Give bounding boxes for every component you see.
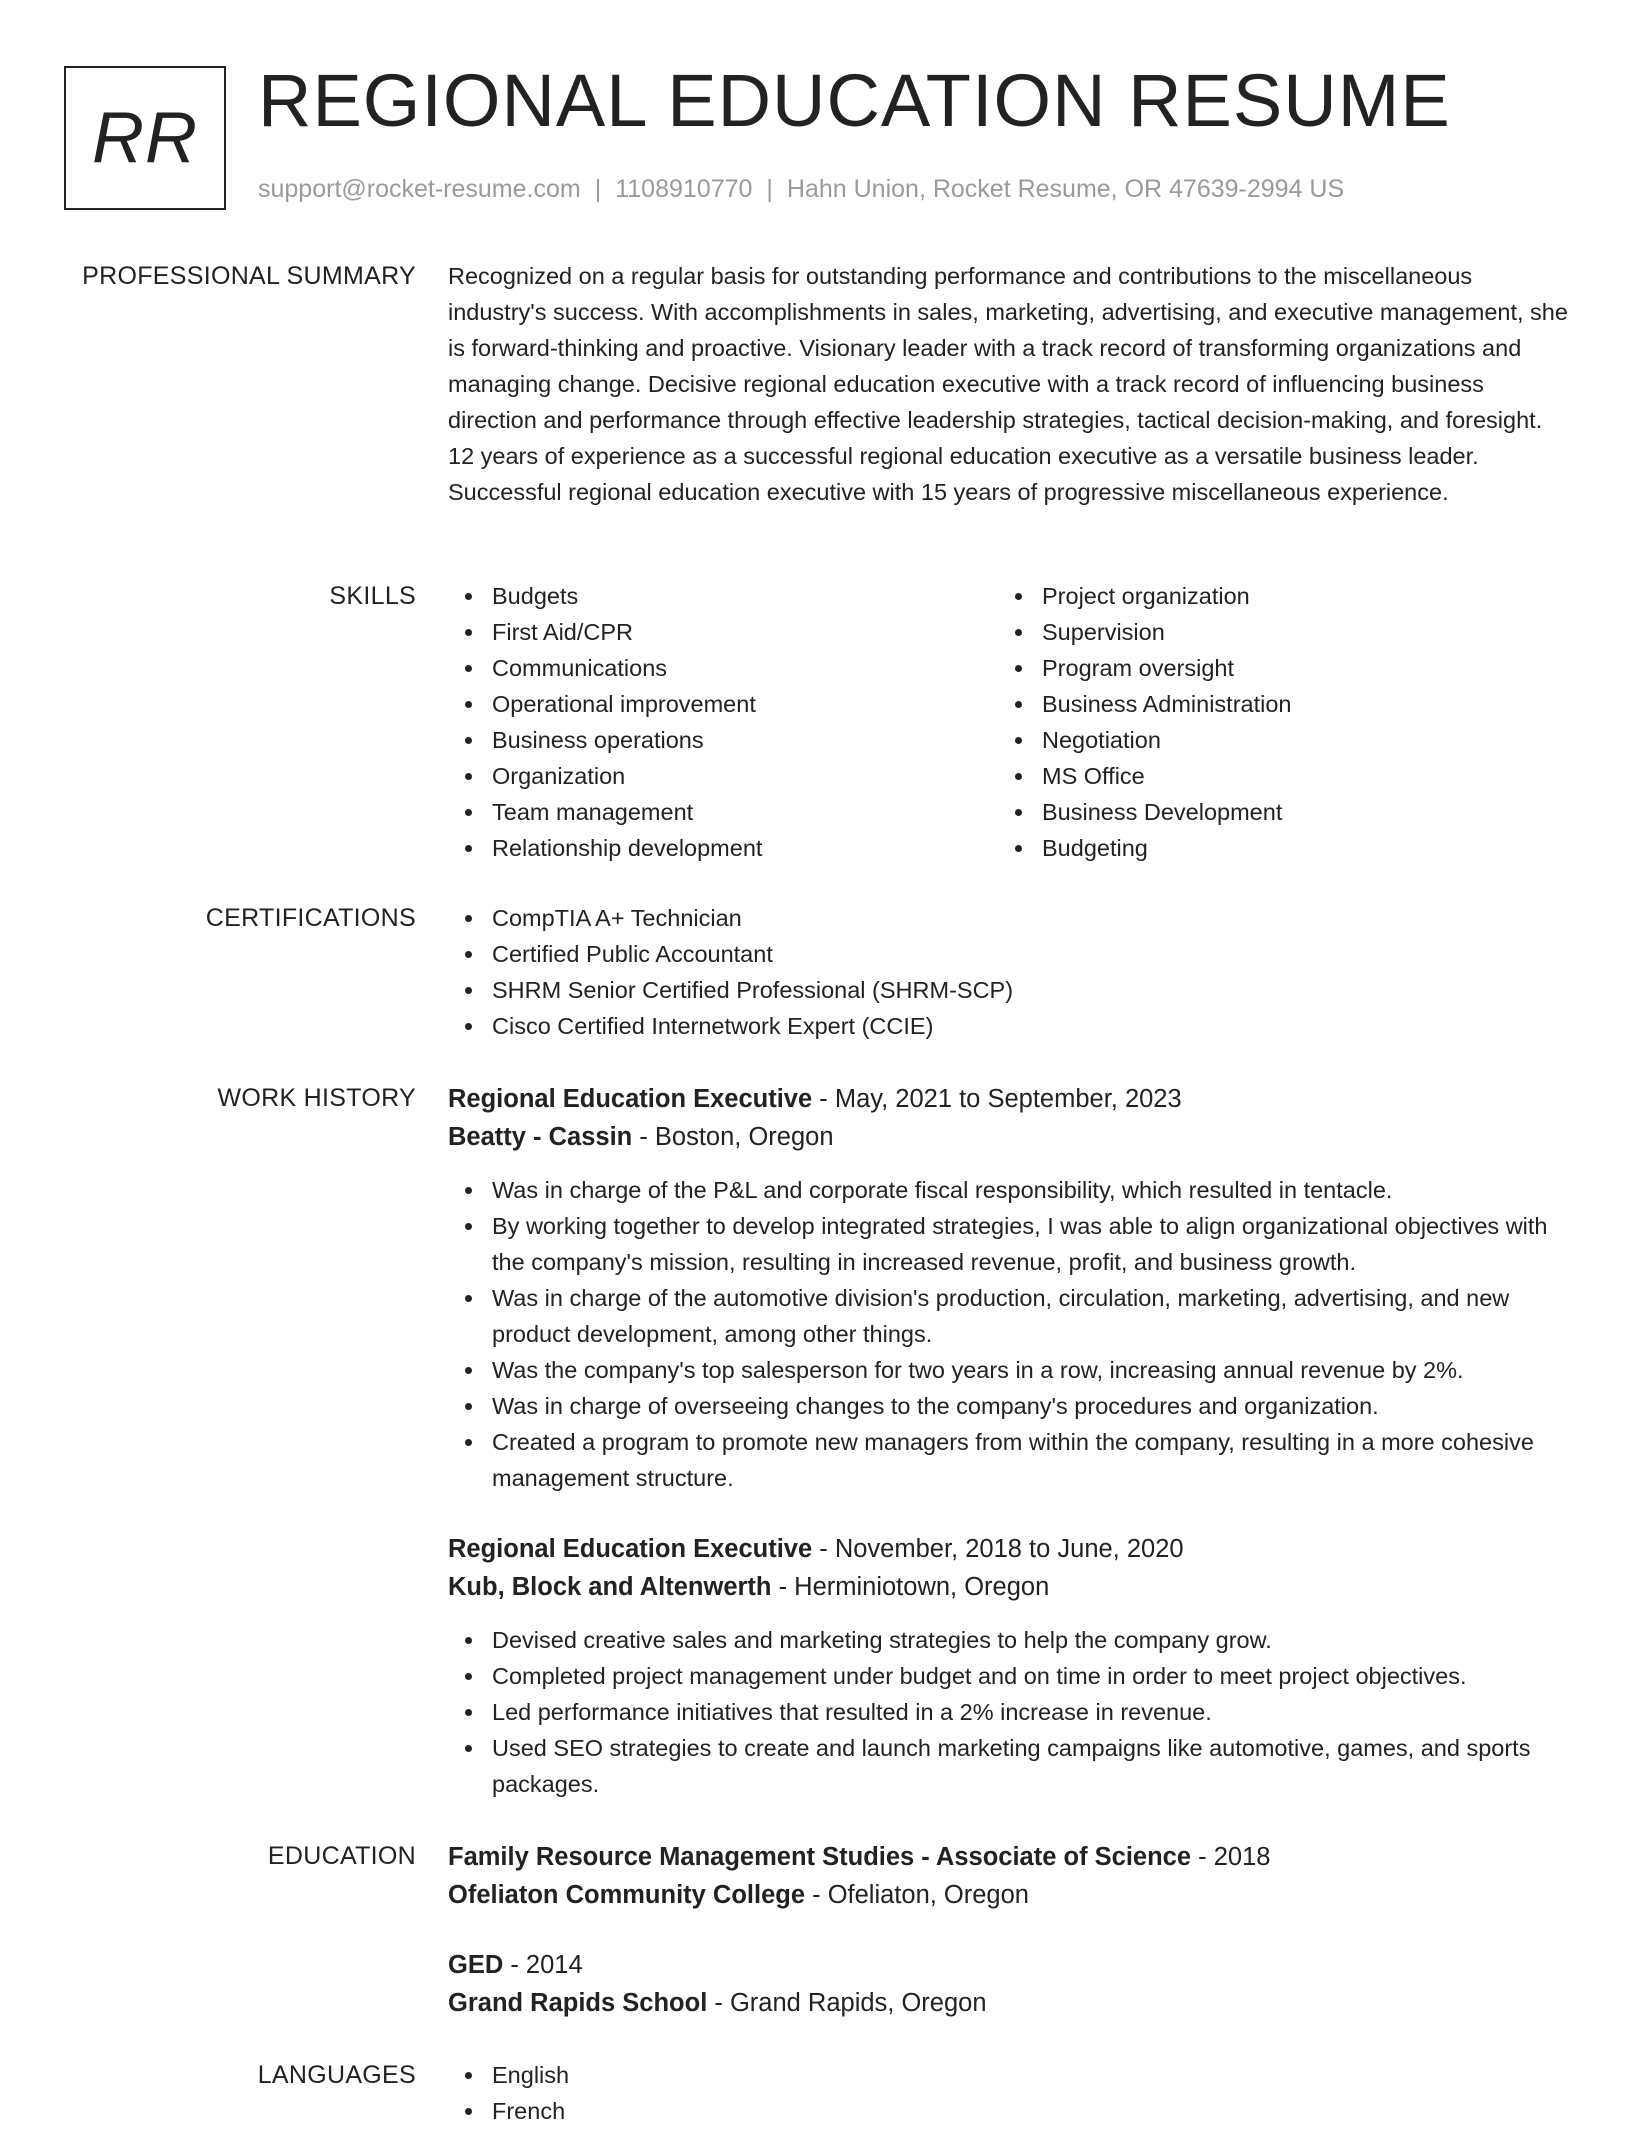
- education-entry: [448, 1946, 1572, 2022]
- job-bullet: Created a program to promote new managers from within the company, resulting in a more cohesive management structure.: [448, 1424, 1572, 1496]
- education-location: - Grand Rapids, Oregon: [707, 1989, 987, 2017]
- job-title-line: [448, 1530, 1572, 1568]
- job-bullets: [448, 1622, 1572, 1802]
- certifications-body: [448, 900, 1572, 1044]
- skill-item: Business Development: [998, 794, 1548, 830]
- certifications-list: [448, 900, 1572, 1044]
- skill-item: Project organization: [998, 578, 1548, 614]
- job-bullet: By working together to develop integrated strategies, I was able to align organizational objectives with the company's mission, resulting in increased revenue, profit, and business growth.: [448, 1208, 1572, 1280]
- job-title: Regional Education Executive: [448, 1085, 813, 1113]
- skill-item: Supervision: [998, 614, 1548, 650]
- job-bullet: Was in charge of the automotive division's production, circulation, marketing, advertising, and new product development, among other things.: [448, 1280, 1572, 1352]
- skill-item: Program oversight: [998, 650, 1548, 686]
- section-label-work-history: WORK HISTORY: [217, 1084, 416, 1112]
- skill-item: Communications: [448, 650, 998, 686]
- job-location: - Boston, Oregon: [632, 1123, 834, 1151]
- education-degree: GED: [448, 1951, 504, 1979]
- job-bullet: Used SEO strategies to create and launch marketing campaigns like automotive, games, and sports packages.: [448, 1730, 1572, 1802]
- education-degree: Family Resource Management Studies - Associate of Science: [448, 1843, 1192, 1871]
- education-school: Grand Rapids School: [448, 1989, 708, 2017]
- job-bullets: [448, 1172, 1572, 1496]
- monogram-logo: RR: [64, 66, 226, 210]
- certification-item: SHRM Senior Certified Professional (SHRM-SCP): [448, 972, 1572, 1008]
- certification-item: Certified Public Accountant: [448, 936, 1572, 972]
- job-bullet: Completed project management under budget and on time in order to meet project objectives.: [448, 1658, 1572, 1694]
- education-entry: [448, 1838, 1572, 1914]
- skill-item: Operational improvement: [448, 686, 998, 722]
- job-location: - Herminiotown, Oregon: [771, 1573, 1050, 1601]
- education-degree-line: [448, 1838, 1572, 1876]
- section-label-certifications: CERTIFICATIONS: [205, 904, 416, 932]
- section-label-summary: PROFESSIONAL SUMMARY: [82, 262, 416, 290]
- education-school: Ofeliaton Community College: [448, 1881, 806, 1909]
- job-company-line: [448, 1118, 1572, 1156]
- section-label-skills: SKILLS: [329, 582, 416, 610]
- skills-column-1: [448, 578, 998, 866]
- job-bullet: Was in charge of overseeing changes to the company's procedures and organization.: [448, 1388, 1572, 1424]
- work-history-body: [448, 1080, 1572, 1802]
- skill-item: Negotiation: [998, 722, 1548, 758]
- job-company: Beatty - Cassin: [448, 1123, 633, 1151]
- languages-body: [448, 2057, 1572, 2129]
- skill-item: Team management: [448, 794, 998, 830]
- section-label-education: EDUCATION: [267, 1842, 416, 1870]
- education-year: - 2018: [1191, 1843, 1271, 1871]
- email-link[interactable]: support@rocket-resume.com: [258, 175, 581, 203]
- skill-item: Budgets: [448, 578, 998, 614]
- education-school-line: [448, 1984, 1572, 2022]
- skills-column-2: [998, 578, 1548, 866]
- job-company: Kub, Block and Altenwerth: [448, 1573, 772, 1601]
- job-title-line: [448, 1080, 1572, 1118]
- skills-grid: [448, 578, 1572, 866]
- education-degree-line: [448, 1946, 1572, 1984]
- skill-item: Budgeting: [998, 830, 1548, 866]
- skill-item: Organization: [448, 758, 998, 794]
- job-entry: [448, 1080, 1572, 1496]
- job-bullet: Devised creative sales and marketing strategies to help the company grow.: [448, 1622, 1572, 1658]
- job-entry: [448, 1530, 1572, 1802]
- skill-item: Business operations: [448, 722, 998, 758]
- languages-list: [448, 2057, 1572, 2129]
- education-location: - Ofeliaton, Oregon: [805, 1881, 1029, 1909]
- separator: |: [594, 175, 602, 203]
- job-dates: - May, 2021 to September, 2023: [812, 1085, 1182, 1113]
- separator: |: [766, 175, 773, 203]
- resume-title: REGIONAL EDUCATION RESUME: [258, 59, 1451, 142]
- job-company-line: [448, 1568, 1572, 1606]
- education-body: [448, 1838, 1572, 2022]
- skill-item: Business Administration: [998, 686, 1548, 722]
- job-title: Regional Education Executive: [448, 1535, 813, 1563]
- summary-body: [448, 258, 1572, 510]
- education-year: - 2014: [503, 1951, 583, 1979]
- education-school-line: [448, 1876, 1572, 1914]
- job-bullet: Led performance initiatives that resulted in a 2% increase in revenue.: [448, 1694, 1572, 1730]
- certification-item: CompTIA A+ Technician: [448, 900, 1572, 936]
- language-item: English: [448, 2057, 1572, 2093]
- phone-number: 1108910770: [615, 175, 753, 203]
- certification-item: Cisco Certified Internetwork Expert (CCIE): [448, 1008, 1572, 1044]
- section-label-languages: LANGUAGES: [257, 2061, 416, 2089]
- skill-item: MS Office: [998, 758, 1548, 794]
- language-item: French: [448, 2093, 1572, 2129]
- summary-text: Recognized on a regular basis for outstanding performance and contributions to the miscellaneous industry's success. With accomplishments in sales, marketing, advertising, and executive management, she is forward-thinking and proactive. Visionary leader with a track record of transforming organizations and managing change. Decisive regional education executive with a track record of influencing business direction and performance through effective leadership strategies, tactical decision-making, and foresight. 12 years of experience as a successful regional education executive as a versatile business leader. Successful regional education executive with 15 years of progressive miscellaneous experience.: [448, 263, 1568, 505]
- job-dates: - November, 2018 to June, 2020: [812, 1535, 1184, 1563]
- address: Hahn Union, Rocket Resume, OR 47639-2994 US: [786, 175, 1345, 203]
- job-bullet: Was in charge of the P&L and corporate fiscal responsibility, which resulted in tentacle.: [448, 1172, 1572, 1208]
- skill-item: First Aid/CPR: [448, 614, 998, 650]
- contact-line: [258, 174, 1344, 204]
- skill-item: Relationship development: [448, 830, 998, 866]
- job-bullet: Was the company's top salesperson for two years in a row, increasing annual revenue by 2%.: [448, 1352, 1572, 1388]
